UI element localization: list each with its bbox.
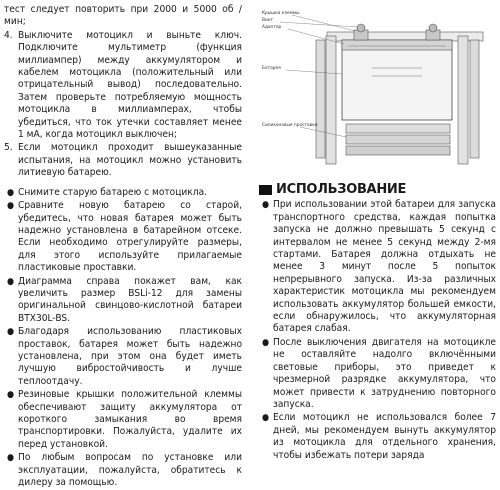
left-spacer-column-back — [316, 40, 325, 158]
step-number: 4. — [4, 29, 13, 41]
label-adapter: Адаптер — [262, 25, 282, 30]
bullet-text: Диаграмма справа покажет вам, как увеличить размер BSLi-12 для замены оригинальной свинцово-кислотной батареи BTX30L-BS. — [18, 275, 242, 324]
bullet-text: После выключения двигателя на мотоцикле не оставляйте надолго включёнными световые приборы, это приведет к чрезмерной разрядке аккумулятора, что может привести к затруднению повторного запуска. — [273, 336, 496, 410]
battery-body — [342, 40, 452, 120]
numbered-step — [4, 142, 242, 179]
bullet-text: Снимите старую батарею с мотоцикла. — [18, 186, 208, 198]
bullet-item — [4, 452, 242, 489]
bullet-item — [4, 200, 242, 274]
right-column — [259, 184, 496, 463]
left-spacer-column — [326, 36, 336, 164]
bullet-item — [259, 199, 496, 335]
right-spacer-column-back — [470, 40, 479, 158]
screw-right — [429, 24, 437, 32]
label-terminal-cap: Крышка клеммы — [262, 11, 300, 16]
bullet-icon: ● — [7, 201, 15, 212]
bullet-text: При использовании этой батареи для запуска транспортного средства, каждая попытка запуска не должно превышать 5 секунд с интервалом не менее 5 секунд между 2-мя стартами. Батарея должна отдыхать не менее 3 минут после 5 попыток непрерывного запуска. Из-за различных характеристик мотоцикла мы рекомендуем использовать аккумулятор большей емкости, если обнаружилось, что аккумуляторная батарея слабая. — [273, 199, 496, 335]
bullet-item — [4, 389, 242, 451]
bottom-spacer-2 — [346, 135, 450, 144]
bullet-icon: ● — [7, 453, 15, 464]
leader-line-screw — [280, 22, 358, 27]
label-spacers: Силиконовые проставки — [262, 123, 318, 128]
battery-installation-diagram — [262, 6, 488, 172]
bullet-item — [4, 276, 242, 326]
battery-lid — [342, 40, 452, 50]
bullet-icon: ● — [7, 276, 15, 287]
right-spacer-column — [458, 36, 468, 164]
bullet-item — [259, 412, 496, 462]
bullet-icon: ● — [262, 337, 270, 348]
leader-line-cap — [292, 15, 355, 31]
continued-step-text: тест следует повторить при 2000 и 5000 об / мин; — [4, 4, 242, 28]
heading-text: ИСПОЛЬЗОВАНИЕ — [276, 182, 407, 197]
bottom-spacer-3 — [346, 146, 450, 155]
numbered-step — [4, 30, 242, 142]
left-column — [4, 4, 242, 490]
bullet-item — [4, 326, 242, 388]
bullet-icon: ● — [262, 413, 270, 424]
bullet-icon: ● — [7, 187, 15, 198]
section-heading — [259, 184, 496, 196]
label-screw: Винт — [262, 18, 274, 23]
bullet-icon: ● — [7, 390, 15, 401]
bullet-text: Благодаря использованию пластиковых проставок, батарея может быть надежно установлена, при этом она будет иметь лучшую вибростойчивость и лучше теплоотдачу. — [18, 326, 242, 387]
bullet-text: Если мотоцикл не использовался более 7 дней, мы рекомендуем вынуть аккумулятор из мотоцикла для отдельного хранения, чтобы избежать потери заряда — [273, 412, 496, 461]
label-battery: Батарея — [262, 66, 281, 71]
bottom-spacer-1 — [346, 124, 450, 133]
bullet-text: По любым вопросам по установке или эксплуатации, пожалуйста, обратитесь к дилеру за помощью. — [18, 452, 242, 489]
step-text: Выключите мотоцикл и выньте ключ. Подключите мультиметр (функция миллиампер) между аккумулятором и кабелем мотоцикла (положительный или отрицательный вывод) последовательно. Затем проверьте потребляемую мощность мотоцикла в миллиамперах, чтобы убедиться, что ток утечки составляет менее 1 мА, когда мотоцикл выключен; — [18, 29, 242, 141]
bullet-text: Резиновые крышки положительной клеммы обеспечивают защиту аккумулятора от короткого замыкания во время транспортировки. Пожалуйста, удалите их перед установкой. — [18, 389, 242, 450]
screw-left — [357, 24, 365, 32]
step-number: 5. — [4, 142, 13, 154]
step-text: Если мотоцикл проходит вышеуказанные испытания, на мотоцикл можно установить литиевую батарею. — [18, 142, 242, 179]
bullet-icon: ● — [7, 327, 15, 338]
bullet-item — [4, 187, 242, 199]
heading-block-icon — [259, 185, 272, 195]
bullet-icon: ● — [262, 200, 270, 211]
bullet-item — [259, 337, 496, 411]
bullet-text: Сравните новую батарею со старой, убедитесь, что новая батарея может быть надежно установлена в батарейном отсеке. Если необходимо отрегулируйте размеры, для этого используйте прилагаемые пластиковые проставки. — [18, 200, 242, 274]
